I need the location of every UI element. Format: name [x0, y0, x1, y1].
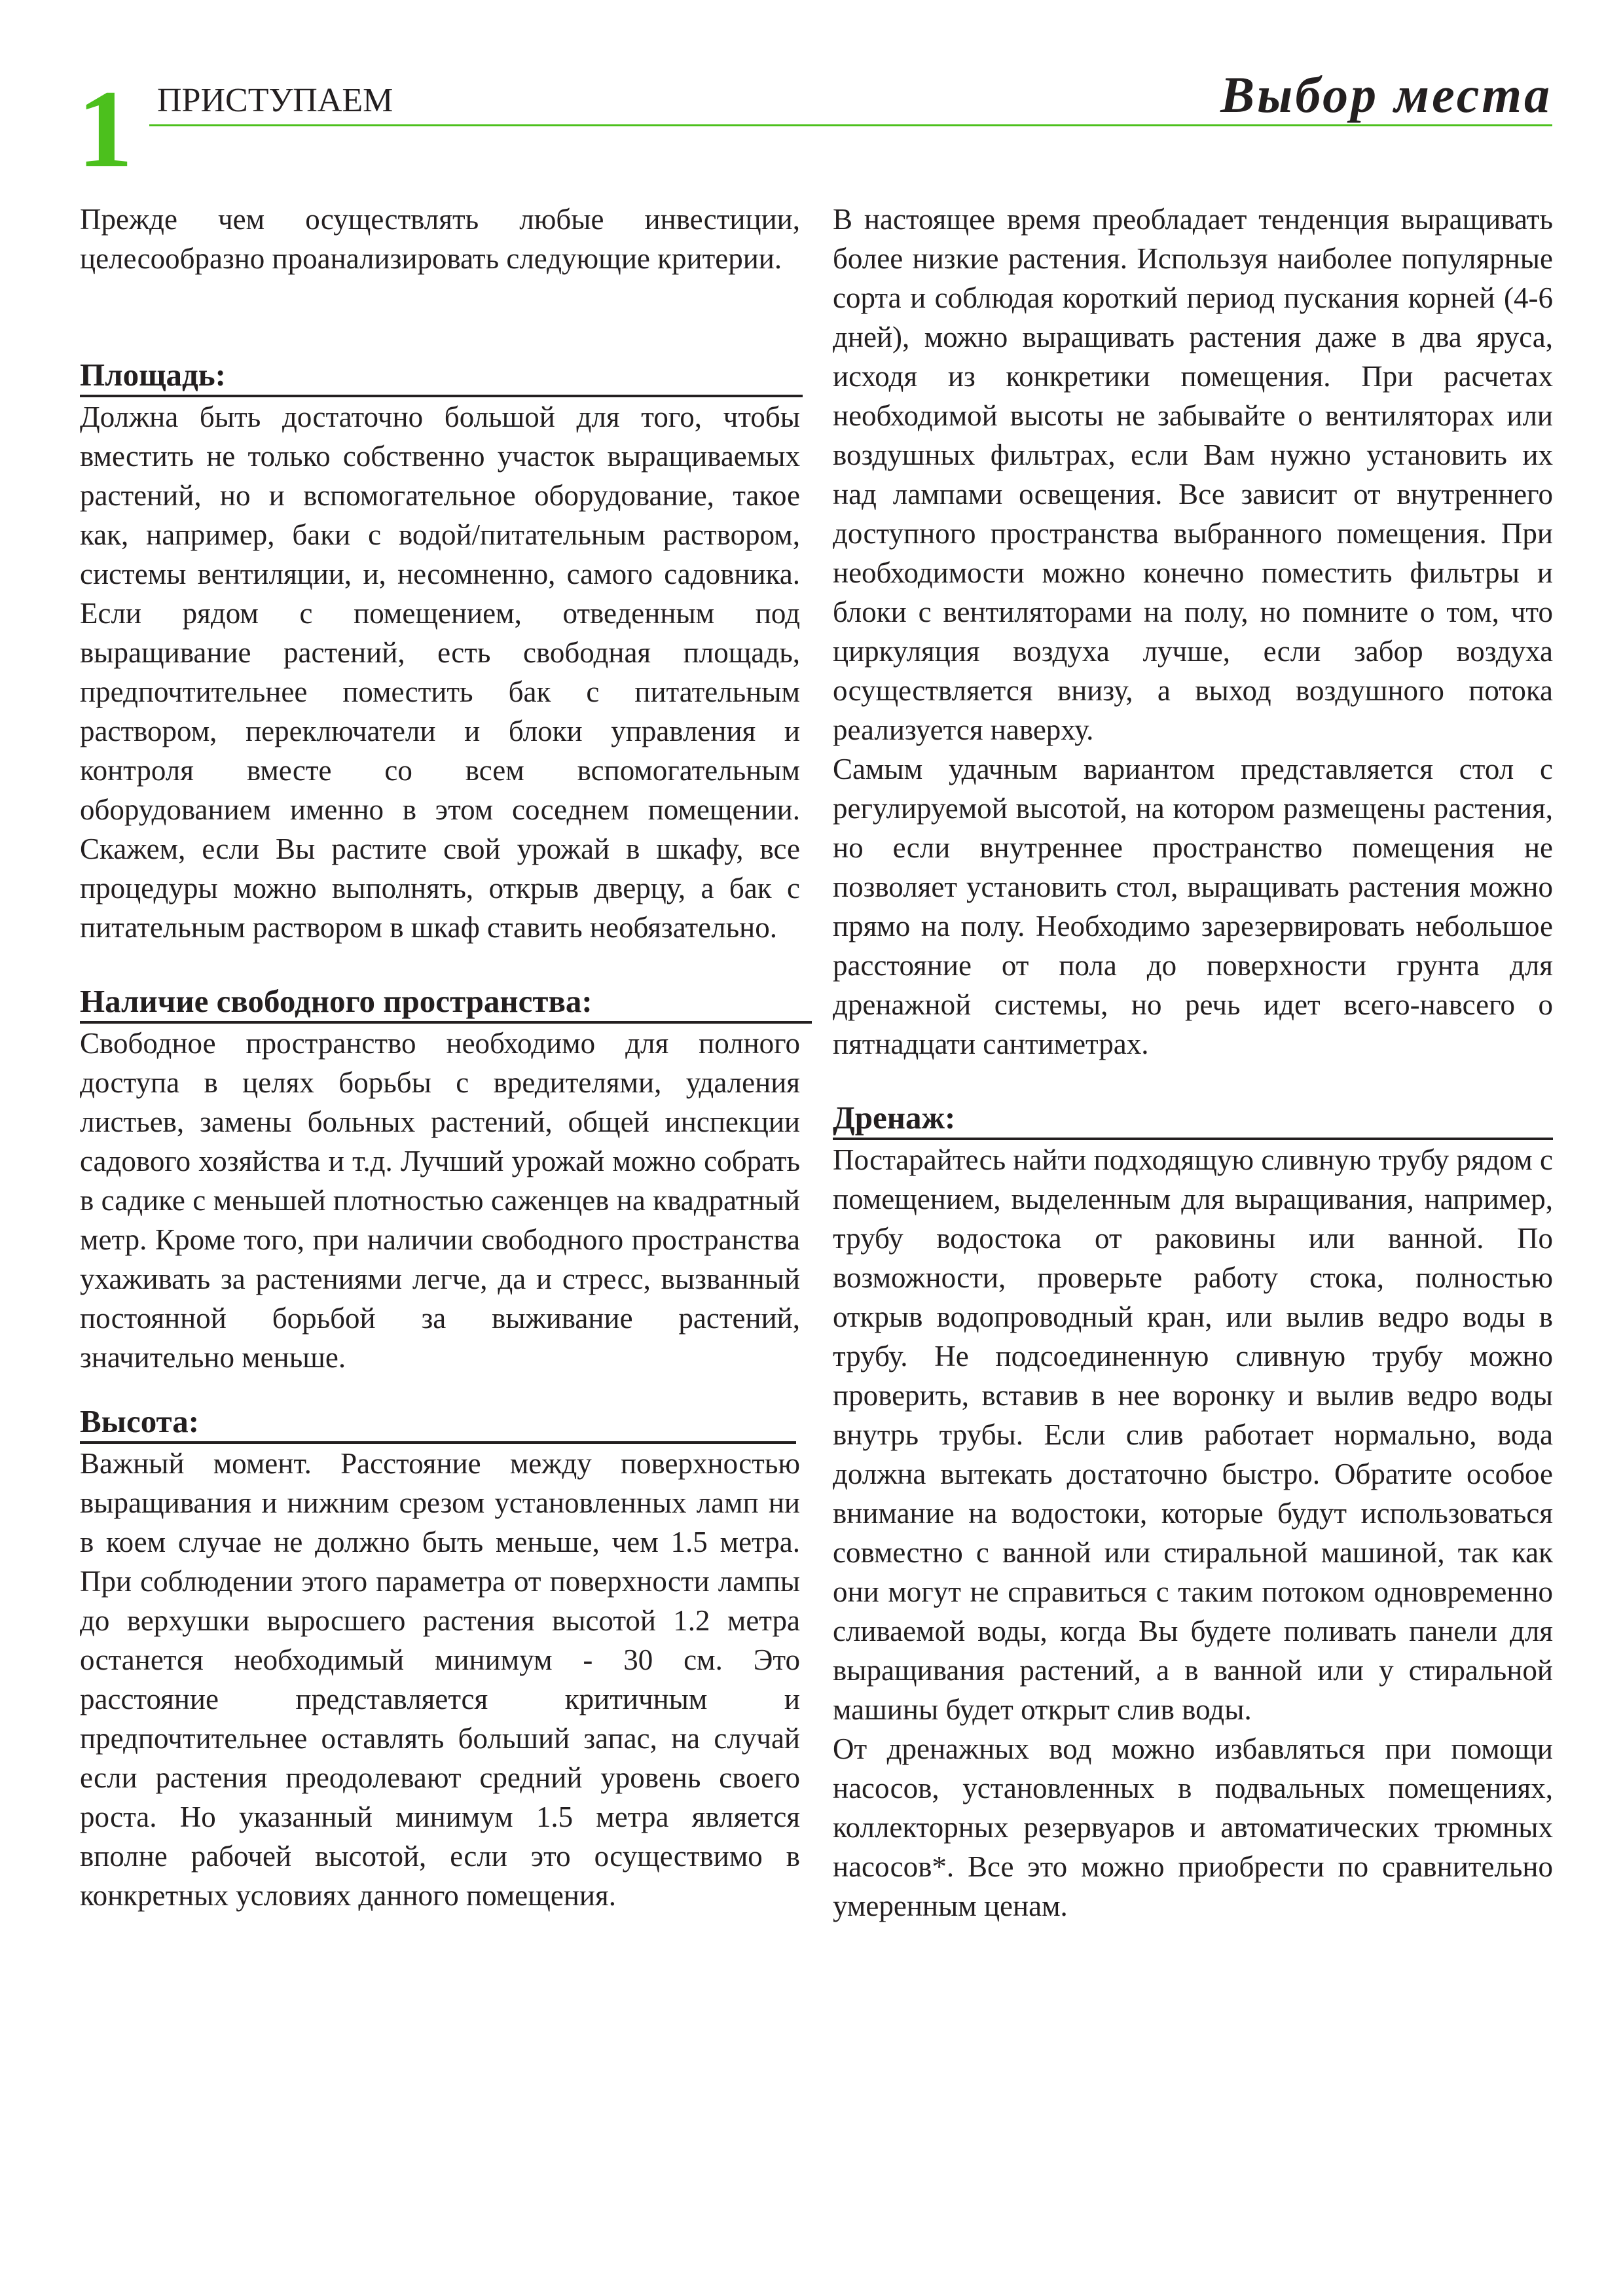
height-paragraph: Важный момент. Расстояние между поверхностью выращивания и нижним срезом установленных ламп ни в коем случае не должно быть меньше, чем 1.5 метра. При соблюдении этого параметра от поверхности лампы до верхушки выросшего растения высотой 1.2 метра останется необходимый минимум - 30 см. Это расстояние представляется критичным и предпочтительнее оставлять больший запас, на случай если растения преодолевают средний уровень своего роста. Но указанный минимум 1.5 метра является вполне рабочей высотой, если это осуществимо в конкретных условиях данного помещения.	[80, 1447, 800, 1912]
drainage-heading: Дренаж:	[833, 1100, 1553, 1140]
height-continued-paragraph: В настоящее время преобладает тенденция выращивать более низкие растения. Используя наиболее популярные сорта и соблюдая короткий период пускания корней (4-6 дней), можно выращивать растения даже в два яруса, исходя из конкретики помещения. При расчетах необходимой высоты не забывайте о вентиляторах или воздушных фильтрах, если Вам нужно установить их над лампами освещения. Все зависит от внутреннего доступного пространства выбранного помещения. При необходимости можно конечно поместить фильтры и блоки с вентиляторами на полу, но помните о том, что циркуляция воздуха лучше, если забор воздуха осуществляется внизу, а выход воздушного потока реализуется наверху.	[833, 203, 1553, 746]
space-heading: Наличие свободного пространства:	[80, 983, 812, 1024]
header-rule	[149, 124, 1552, 126]
chapter-number: 1	[77, 67, 133, 190]
intro-paragraph: Прежде чем осуществлять любые инвестиции, целесообразно проанализировать следующие критерии.	[80, 203, 800, 275]
drainage-paragraph: Постарайтесь найти подходящую сливную трубу рядом с помещением, выделенным для выращивания, например, трубу водостока от раковины или ванной. По возможности, проверьте работу стока, полностью открыв водопроводный кран, или вылив ведро воды в трубу. Не подсоединенную сливную трубу можно проверить, вставив в нее воронку и вылив ведро воды внутрь трубы. Если слив работает нормально, вода должна вытекать достаточно быстро. Обратите особое внимание на водостоки, которые будут использоваться совместно с ванной или стиральной машиной, так как они могут не справиться с таким потоком одновременно сливаемой воды, когда Вы будете поливать панели для выращивания растений, а в ванной или у стиральной машины будет открыт слив воды.	[833, 1143, 1553, 1726]
space-paragraph: Свободное пространство необходимо для полного доступа в целях борьбы с вредителями, удаления листьев, замены больных растений, общей инспекции садового хозяйства и т.д. Лучший урожай можно собрать в садике с меньшей плотностью саженцев на квадратный метр. Кроме того, при наличии свободного пространства ухаживать за растениями легче, да и стресс, вызванный постоянной борьбой за выживание растений, значительно меньше.	[80, 1027, 800, 1374]
area-heading: Площадь:	[80, 357, 803, 397]
chapter-label: ПРИСТУПАЕМ	[157, 82, 393, 119]
height-heading: Высота:	[80, 1403, 796, 1444]
area-paragraph: Должна быть достаточно большой для того, чтобы вместить не только собственно участок выращиваемых растений, но и вспомогательное оборудование, такое как, например, баки с водой/питательным раствором, системы вентиляции, и, несомненно, самого садовника. Если рядом с помещением, отведенным под выращивание растений, есть свободная площадь, предпочтительнее поместить бак с питательным раствором, переключатели и блоки управления и контроля вместе со всем вспомогательным оборудованием именно в этом соседнем помещении. Скажем, если Вы растите свой урожай в шкафу, все процедуры можно выполнять, открыв дверцу, а бак с питательным раствором в шкаф ставить необязательно.	[80, 401, 800, 944]
drainage-pumps-paragraph: От дренажных вод можно избавляться при помощи насосов, установленных в подвальных помещениях, коллекторных резервуаров и автоматических трюмных насосов*. Все это можно приобрести по сравнительно умеренным ценам.	[833, 1732, 1553, 1922]
table-height-paragraph: Самым удачным вариантом представляется стол с регулируемой высотой, на котором размещены растения, но если внутреннее пространство помещения не позволяет установить стол, выращивать растения можно прямо на полу. Необходимо зарезервировать небольшое расстояние от пола до поверхности грунта для дренажной системы, но речь идет всего-навсего о пятнадцати сантиметрах.	[833, 753, 1553, 1060]
section-title: Выбор места	[1220, 66, 1552, 123]
left-column	[80, 200, 800, 1915]
right-column	[833, 200, 1553, 1926]
